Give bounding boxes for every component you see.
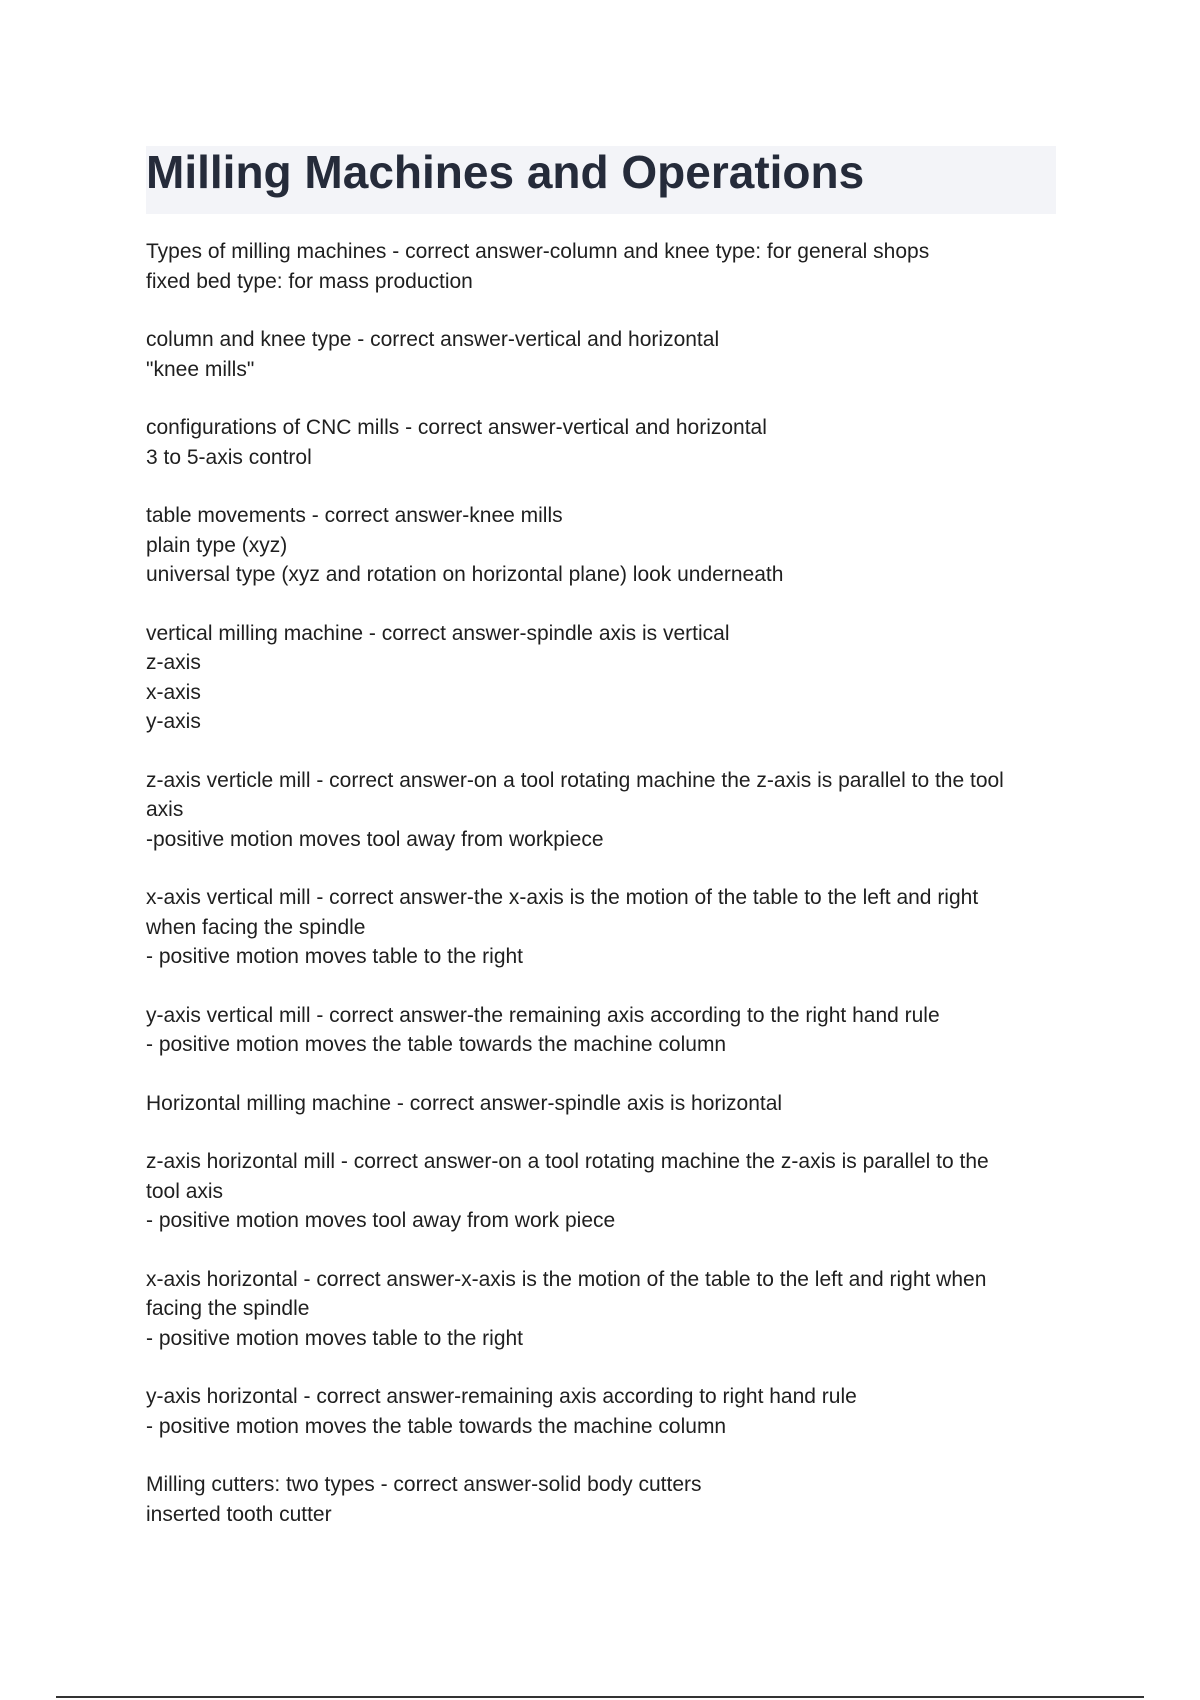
entry-answer-line: "knee mills" (146, 357, 255, 381)
entry-answer-line: axis (146, 798, 184, 821)
entry-answer-line: 3 to 5-axis control (146, 445, 312, 469)
flashcard-entry (146, 619, 1066, 737)
flashcard-entry (146, 237, 1066, 296)
entry-question-line: table movements - correct answer-knee mills (146, 504, 563, 527)
entry-answer-line: universal type (xyz and rotation on horizontal plane) look underneath (146, 563, 784, 586)
flashcard-entry (146, 1470, 1066, 1529)
entry-answer-line: fixed bed type: for mass production (146, 269, 473, 293)
entry-answer-line: - positive motion moves table to the right (146, 1326, 524, 1350)
flashcard-entry (146, 1001, 1066, 1060)
entry-answer-line: tool axis (146, 1179, 224, 1203)
entry-answer-line: - positive motion moves tool away from work piece (146, 1209, 616, 1232)
flashcard-entry (146, 1265, 1066, 1354)
entry-answer-line: - positive motion moves the table towards the machine column (146, 1414, 727, 1438)
entry-answer-line: when facing the spindle (146, 915, 366, 939)
flashcard-entry (146, 766, 1066, 855)
entry-answer-line: x-axis (146, 680, 201, 704)
flashcard-entry (146, 413, 1066, 472)
entry-answer-line: z-axis (146, 651, 201, 674)
flashcard-list (146, 237, 1066, 1558)
flashcard-entry (146, 1382, 1066, 1441)
entry-question-line: x-axis vertical mill - correct answer-the x-axis is the motion of the table to the left and right (146, 886, 979, 909)
entry-answer-line: inserted tooth cutter (146, 1502, 332, 1526)
entry-question-line: Horizontal milling machine - correct answer-spindle axis is horizontal (146, 1091, 783, 1115)
entry-question-line: column and knee type - correct answer-vertical and horizontal (146, 328, 720, 351)
entry-question-line: configurations of CNC mills - correct answer-vertical and horizontal (146, 416, 767, 439)
entry-answer-line: - positive motion moves table to the right (146, 945, 524, 968)
flashcard-entry (146, 883, 1066, 972)
entry-question-line: z-axis verticle mill - correct answer-on a tool rotating machine the z-axis is parallel to the tool (146, 768, 1004, 792)
entry-question-line: x-axis horizontal - correct answer-x-axis is the motion of the table to the left and right when (146, 1267, 987, 1291)
entry-question-line: vertical milling machine - correct answer-spindle axis is vertical (146, 621, 730, 645)
flashcard-entry (146, 1147, 1066, 1236)
flashcard-entry (146, 1089, 1066, 1119)
entry-question-line: y-axis horizontal - correct answer-remaining axis according to right hand rule (146, 1385, 857, 1408)
entry-question-line: Types of milling machines - correct answer-column and knee type: for general shops (146, 240, 930, 263)
entry-answer-line: facing the spindle (146, 1297, 310, 1320)
entry-answer-line: - positive motion moves the table towards the machine column (146, 1033, 727, 1056)
entry-question-line: Milling cutters: two types - correct answer-solid body cutters (146, 1473, 702, 1496)
entry-answer-line: y-axis (146, 710, 201, 733)
entry-question-line: z-axis horizontal mill - correct answer-on a tool rotating machine the z-axis is parallel to the (146, 1150, 989, 1173)
entry-question-line: y-axis vertical mill - correct answer-the remaining axis according to the right hand rule (146, 1003, 940, 1027)
flashcard-entry (146, 501, 1066, 590)
entry-answer-line: -positive motion moves tool away from workpiece (146, 827, 604, 851)
flashcard-entry (146, 325, 1066, 384)
footer-divider (56, 1696, 1144, 1698)
page-title: Milling Machines and Operations (146, 146, 865, 198)
entry-answer-line: plain type (xyz) (146, 533, 288, 557)
